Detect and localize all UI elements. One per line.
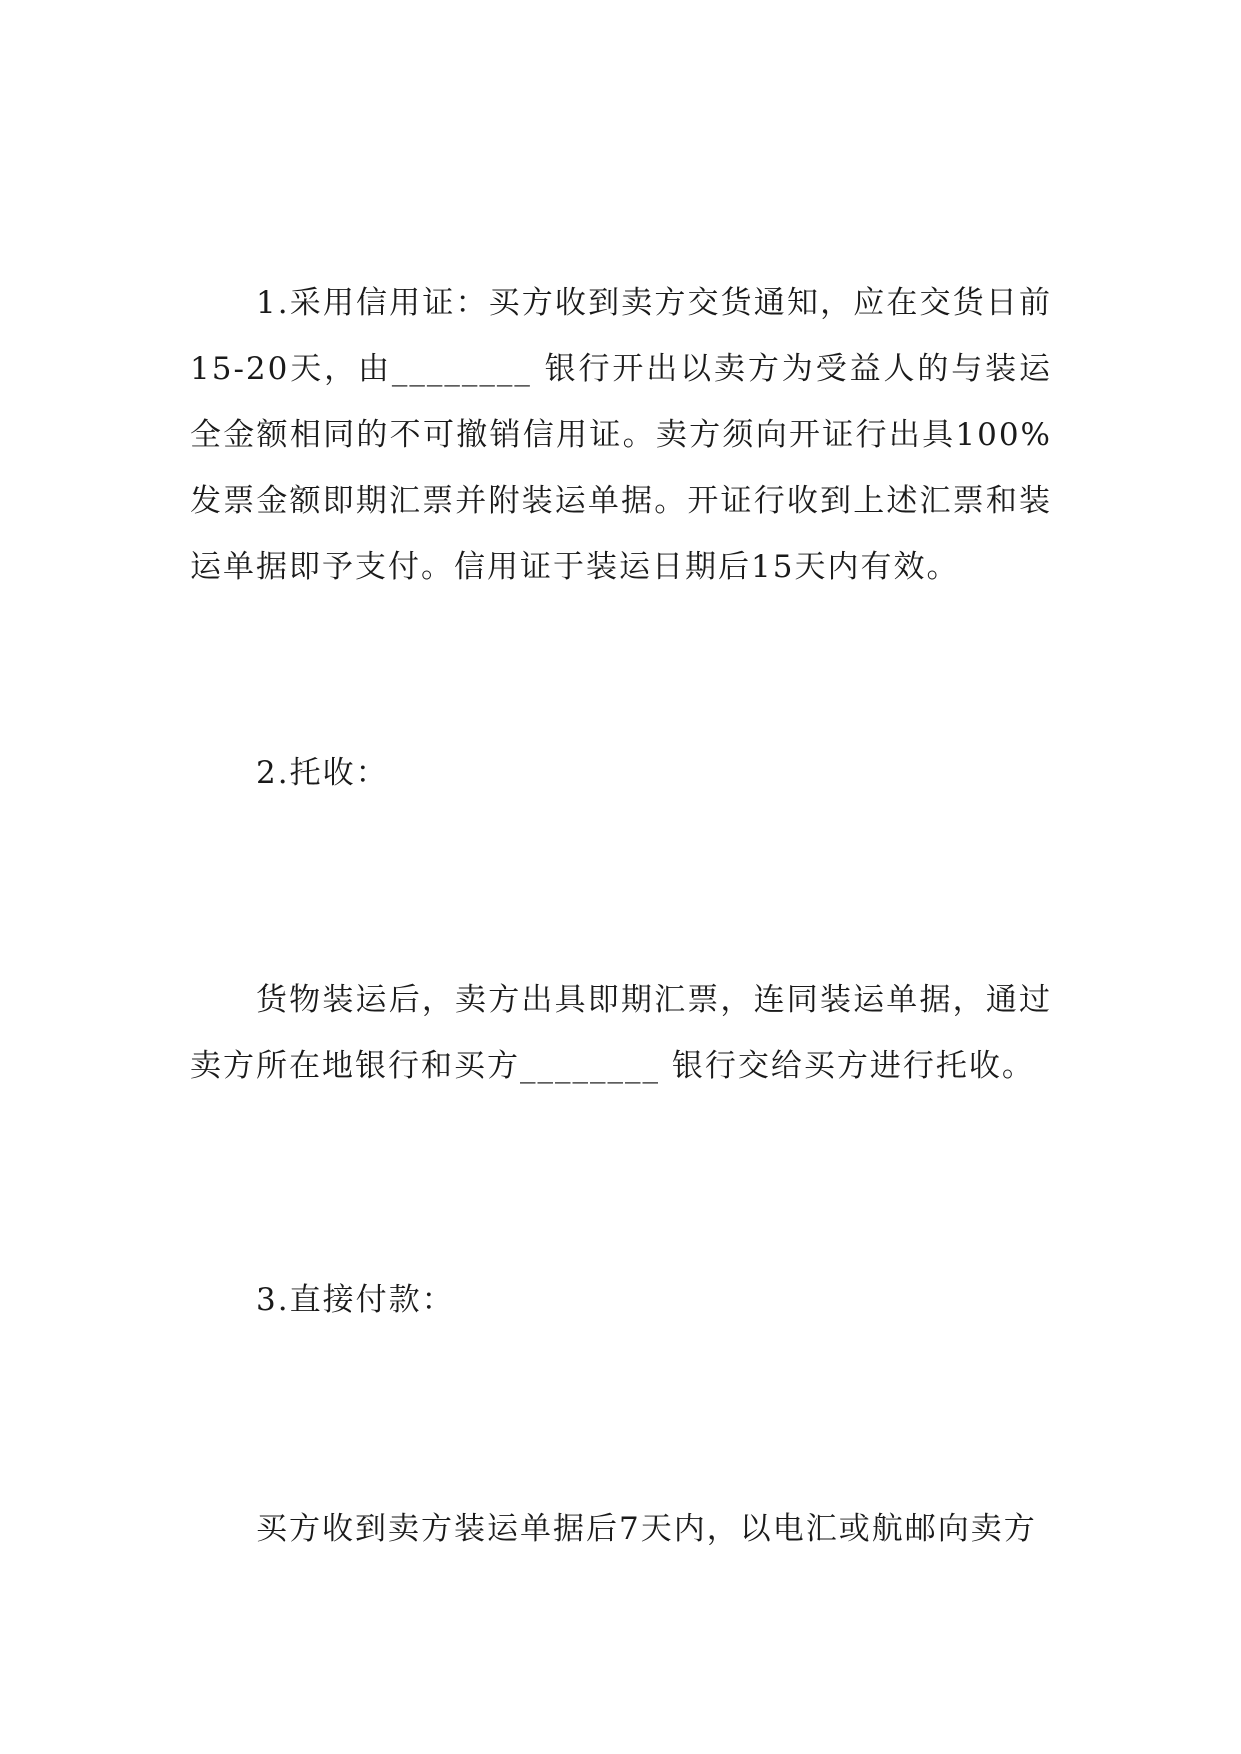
paragraph-collection-body: 货物装运后，卖方出具即期汇票，连同装运单据，通过卖方所在地银行和买方________ 银行交给买方进行托收。 bbox=[190, 982, 1052, 1084]
paragraph-letter-of-credit: 1.采用信用证：买方收到卖方交货通知，应在交货日前15-20天，由________ 银行开出以卖方为受益人的与装运全金额相同的不可撤销信用证。卖方须向开证行出具100%发票金额即期汇票并附装运单据。开证行收到上述汇票和装运单据即予支付。信用证于装运日期后15天内有效。 bbox=[190, 285, 1052, 585]
paragraph-direct-payment-body: 买方收到卖方装运单据后7天内，以电汇或航邮向卖方 bbox=[256, 1511, 1037, 1547]
paragraph-direct-payment-heading: 3.直接付款： bbox=[256, 1282, 455, 1318]
paragraph-collection-heading: 2.托收： bbox=[256, 755, 389, 791]
